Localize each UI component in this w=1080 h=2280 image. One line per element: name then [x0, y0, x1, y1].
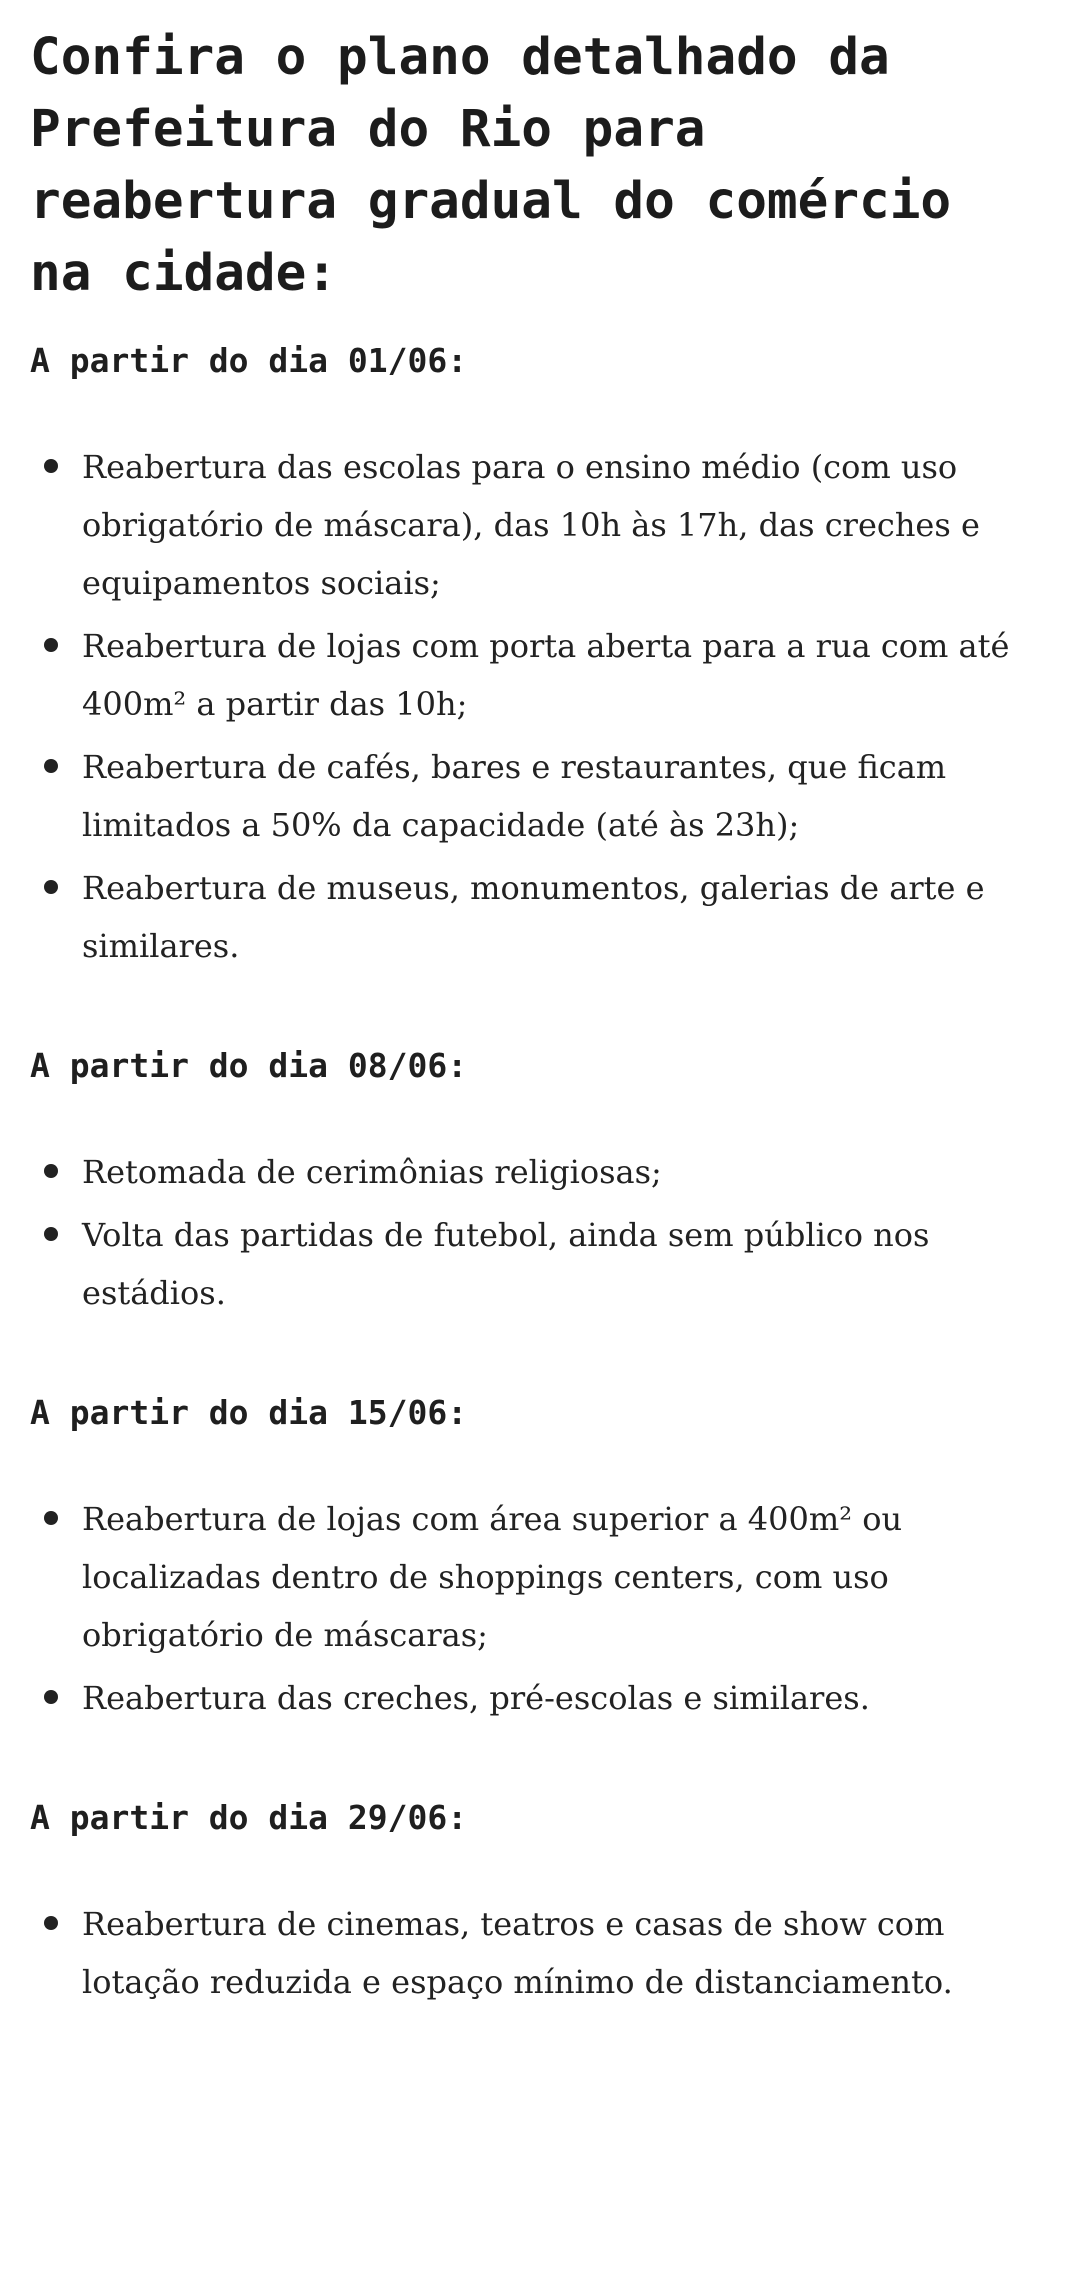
list-item-text: Reabertura de lojas com porta aberta para a rua com até 400m² a partir das 10h; [82, 627, 1010, 723]
list-item-text: Reabertura das escolas para o ensino médio (com uso obrigatório de máscara), das 10h às 17h, das creches e equipamentos sociais; [82, 448, 980, 602]
list-item [30, 1895, 1040, 2011]
list-item [30, 1490, 1040, 1664]
bullet-dot-icon [44, 1916, 58, 1930]
bullet-list [30, 438, 1040, 975]
section-heading: A partir do dia 08/06: [30, 1046, 468, 1085]
bullet-dot-icon [44, 759, 58, 773]
list-item [30, 1669, 1040, 1727]
section-1506 [30, 1390, 1040, 1727]
list-item-text: Retomada de cerimônias religiosas; [82, 1153, 662, 1191]
list-item [30, 859, 1040, 975]
list-item [30, 438, 1040, 612]
section-0806 [30, 1043, 1040, 1322]
list-item-text: Reabertura de museus, monumentos, galerias de arte e similares. [82, 869, 985, 965]
list-item [30, 1206, 1040, 1322]
bullet-list [30, 1895, 1040, 2011]
list-item [30, 617, 1040, 733]
list-item [30, 1143, 1040, 1201]
bullet-list [30, 1143, 1040, 1322]
list-item-text: Reabertura de cinemas, teatros e casas de show com lotação reduzida e espaço mínimo de distanciamento. [82, 1905, 953, 2001]
list-item-text: Volta das partidas de futebol, ainda sem público nos estádios. [82, 1216, 930, 1312]
section-heading: A partir do dia 29/06: [30, 1798, 468, 1837]
list-item-text: Reabertura de lojas com área superior a 400m² ou localizadas dentro de shoppings centers, com uso obrigatório de máscaras; [82, 1500, 903, 1654]
section-heading: A partir do dia 01/06: [30, 341, 468, 380]
section-heading: A partir do dia 15/06: [30, 1393, 468, 1432]
bullet-dot-icon [44, 1511, 58, 1525]
article-title: Confira o plano detalhado da Prefeitura do Rio para reabertura gradual do comércio na cidade: [30, 28, 952, 303]
bullet-dot-icon [44, 1690, 58, 1704]
section-2906 [30, 1795, 1040, 2011]
bullet-dot-icon [44, 1227, 58, 1241]
bullet-dot-icon [44, 1164, 58, 1178]
section-0106 [30, 338, 1040, 975]
list-item-text: Reabertura de cafés, bares e restaurantes, que ficam limitados a 50% da capacidade (até às 23h); [82, 748, 947, 844]
list-item [30, 738, 1040, 854]
bullet-dot-icon [44, 459, 58, 473]
bullet-list [30, 1490, 1040, 1727]
bullet-dot-icon [44, 880, 58, 894]
list-item-text: Reabertura das creches, pré-escolas e similares. [82, 1679, 870, 1717]
bullet-dot-icon [44, 638, 58, 652]
